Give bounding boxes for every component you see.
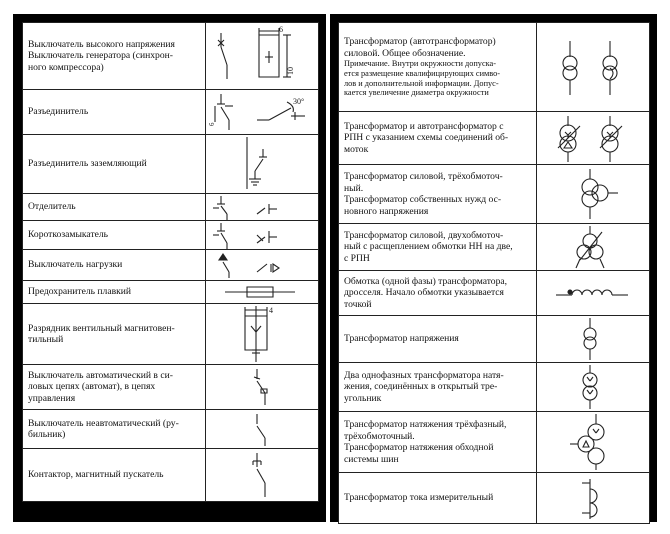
row-description: Выключатель автоматический в си- ловых цепях (автомат), в цепях управления [23,365,206,410]
load-switch-symbol [207,250,317,280]
rpn-transformer-symbol [538,112,648,164]
table-row [23,194,319,221]
row-description: Трансформатор и автотрансформатор с РПН с указанием схемы соединений об- моток [339,112,537,165]
table-row [339,473,650,524]
table-row [23,304,319,365]
row-description: Разрядник вентильный магнитовен- тильный [23,304,206,365]
contactor-symbol [207,449,317,501]
row-description: Два однофазных трансформатора натя- жения, соединённых в открытый тре- угольник [339,363,537,412]
svg-text:4: 4 [269,306,273,315]
row-description: Обмотка (одной фазы) трансформатора, дросселя. Начало обмотки указывается точкой [339,271,537,316]
row-description: Выключатель высокого напряжения Выключатель генератора (синхрон- ного компрессора) [23,23,206,90]
row-description: Контактор, магнитный пускатель [23,449,206,502]
table-row [339,224,650,271]
left-symbols-table [22,22,319,502]
arrester-symbol [207,304,317,364]
fuse-symbol [207,281,317,303]
short-circuiter-symbol [207,221,317,249]
winding-symbol [538,271,648,315]
row-description: Трансформатор тока измерительный [339,473,537,524]
split-winding-symbol [538,224,648,270]
row-description: Выключатель неавтоматический (ру- бильник) [23,410,206,449]
table-row [23,365,319,410]
row-description: Короткозамыкатель [23,221,206,250]
open-delta-symbol [538,363,648,411]
separator-symbol [207,194,317,220]
note-text: Примечание. Внутри окружности допуска- [344,59,496,69]
hv-breaker-symbol [207,23,317,89]
table-row [23,90,319,135]
svg-text:10: 10 [286,67,295,75]
table-row [23,410,319,449]
svg-text:30°: 30° [293,97,305,106]
disconnector-symbol [207,90,317,134]
row-description: Трансформатор натяжения трёхфазный, трёхобмоточный. Трансформатор натяжения обходной системы шин [339,412,537,473]
svg-text:6: 6 [279,25,283,34]
table-row [339,165,650,224]
table-row [23,135,319,194]
row-description: Разъединитель заземляющий [23,135,206,194]
three-phase-vt-symbol [538,412,648,472]
row-description: Трансформатор силовой, трёхобмоточ- ный. Трансформатор собственных нужд ос- новного напряжения [339,165,537,224]
auto-breaker-symbol [207,365,317,409]
three-winding-symbol [538,165,648,223]
table-row [339,271,650,316]
row-description: Разъединитель [23,90,206,135]
right-symbols-table [338,22,650,524]
table-row [23,250,319,281]
voltage-transformer-symbol [538,316,648,362]
svg-text:6: 6 [208,122,216,126]
table-row [339,363,650,412]
table-row [339,316,650,363]
row-description: Предохранитель плавкий [23,281,206,304]
table-row [339,412,650,473]
table-row [23,23,319,90]
table-row [23,449,319,502]
earthing-switch-symbol [207,135,317,193]
row-description: Отделитель [23,194,206,221]
table-row [339,112,650,165]
power-transformer-symbol [538,23,648,111]
knife-switch-symbol [207,410,317,448]
row-description: Трансформатор (автотрансформатор) силовой. Общее обозначение. Примечание. Внутри окружности допуска- ется размещение квалифицирующих симво- лов и дополнительной информации. Допус- кается увеличение диаметра окружности [339,23,537,112]
current-transformer-symbol [538,473,648,523]
table-row [23,281,319,304]
table-row [339,23,650,112]
row-description: Выключатель нагрузки [23,250,206,281]
table-row [23,221,319,250]
row-description: Трансформатор силовой, двухобмоточ- ный с расщеплением обмотки НН на две, с РПН [339,224,537,271]
row-description: Трансформатор напряжения [339,316,537,363]
